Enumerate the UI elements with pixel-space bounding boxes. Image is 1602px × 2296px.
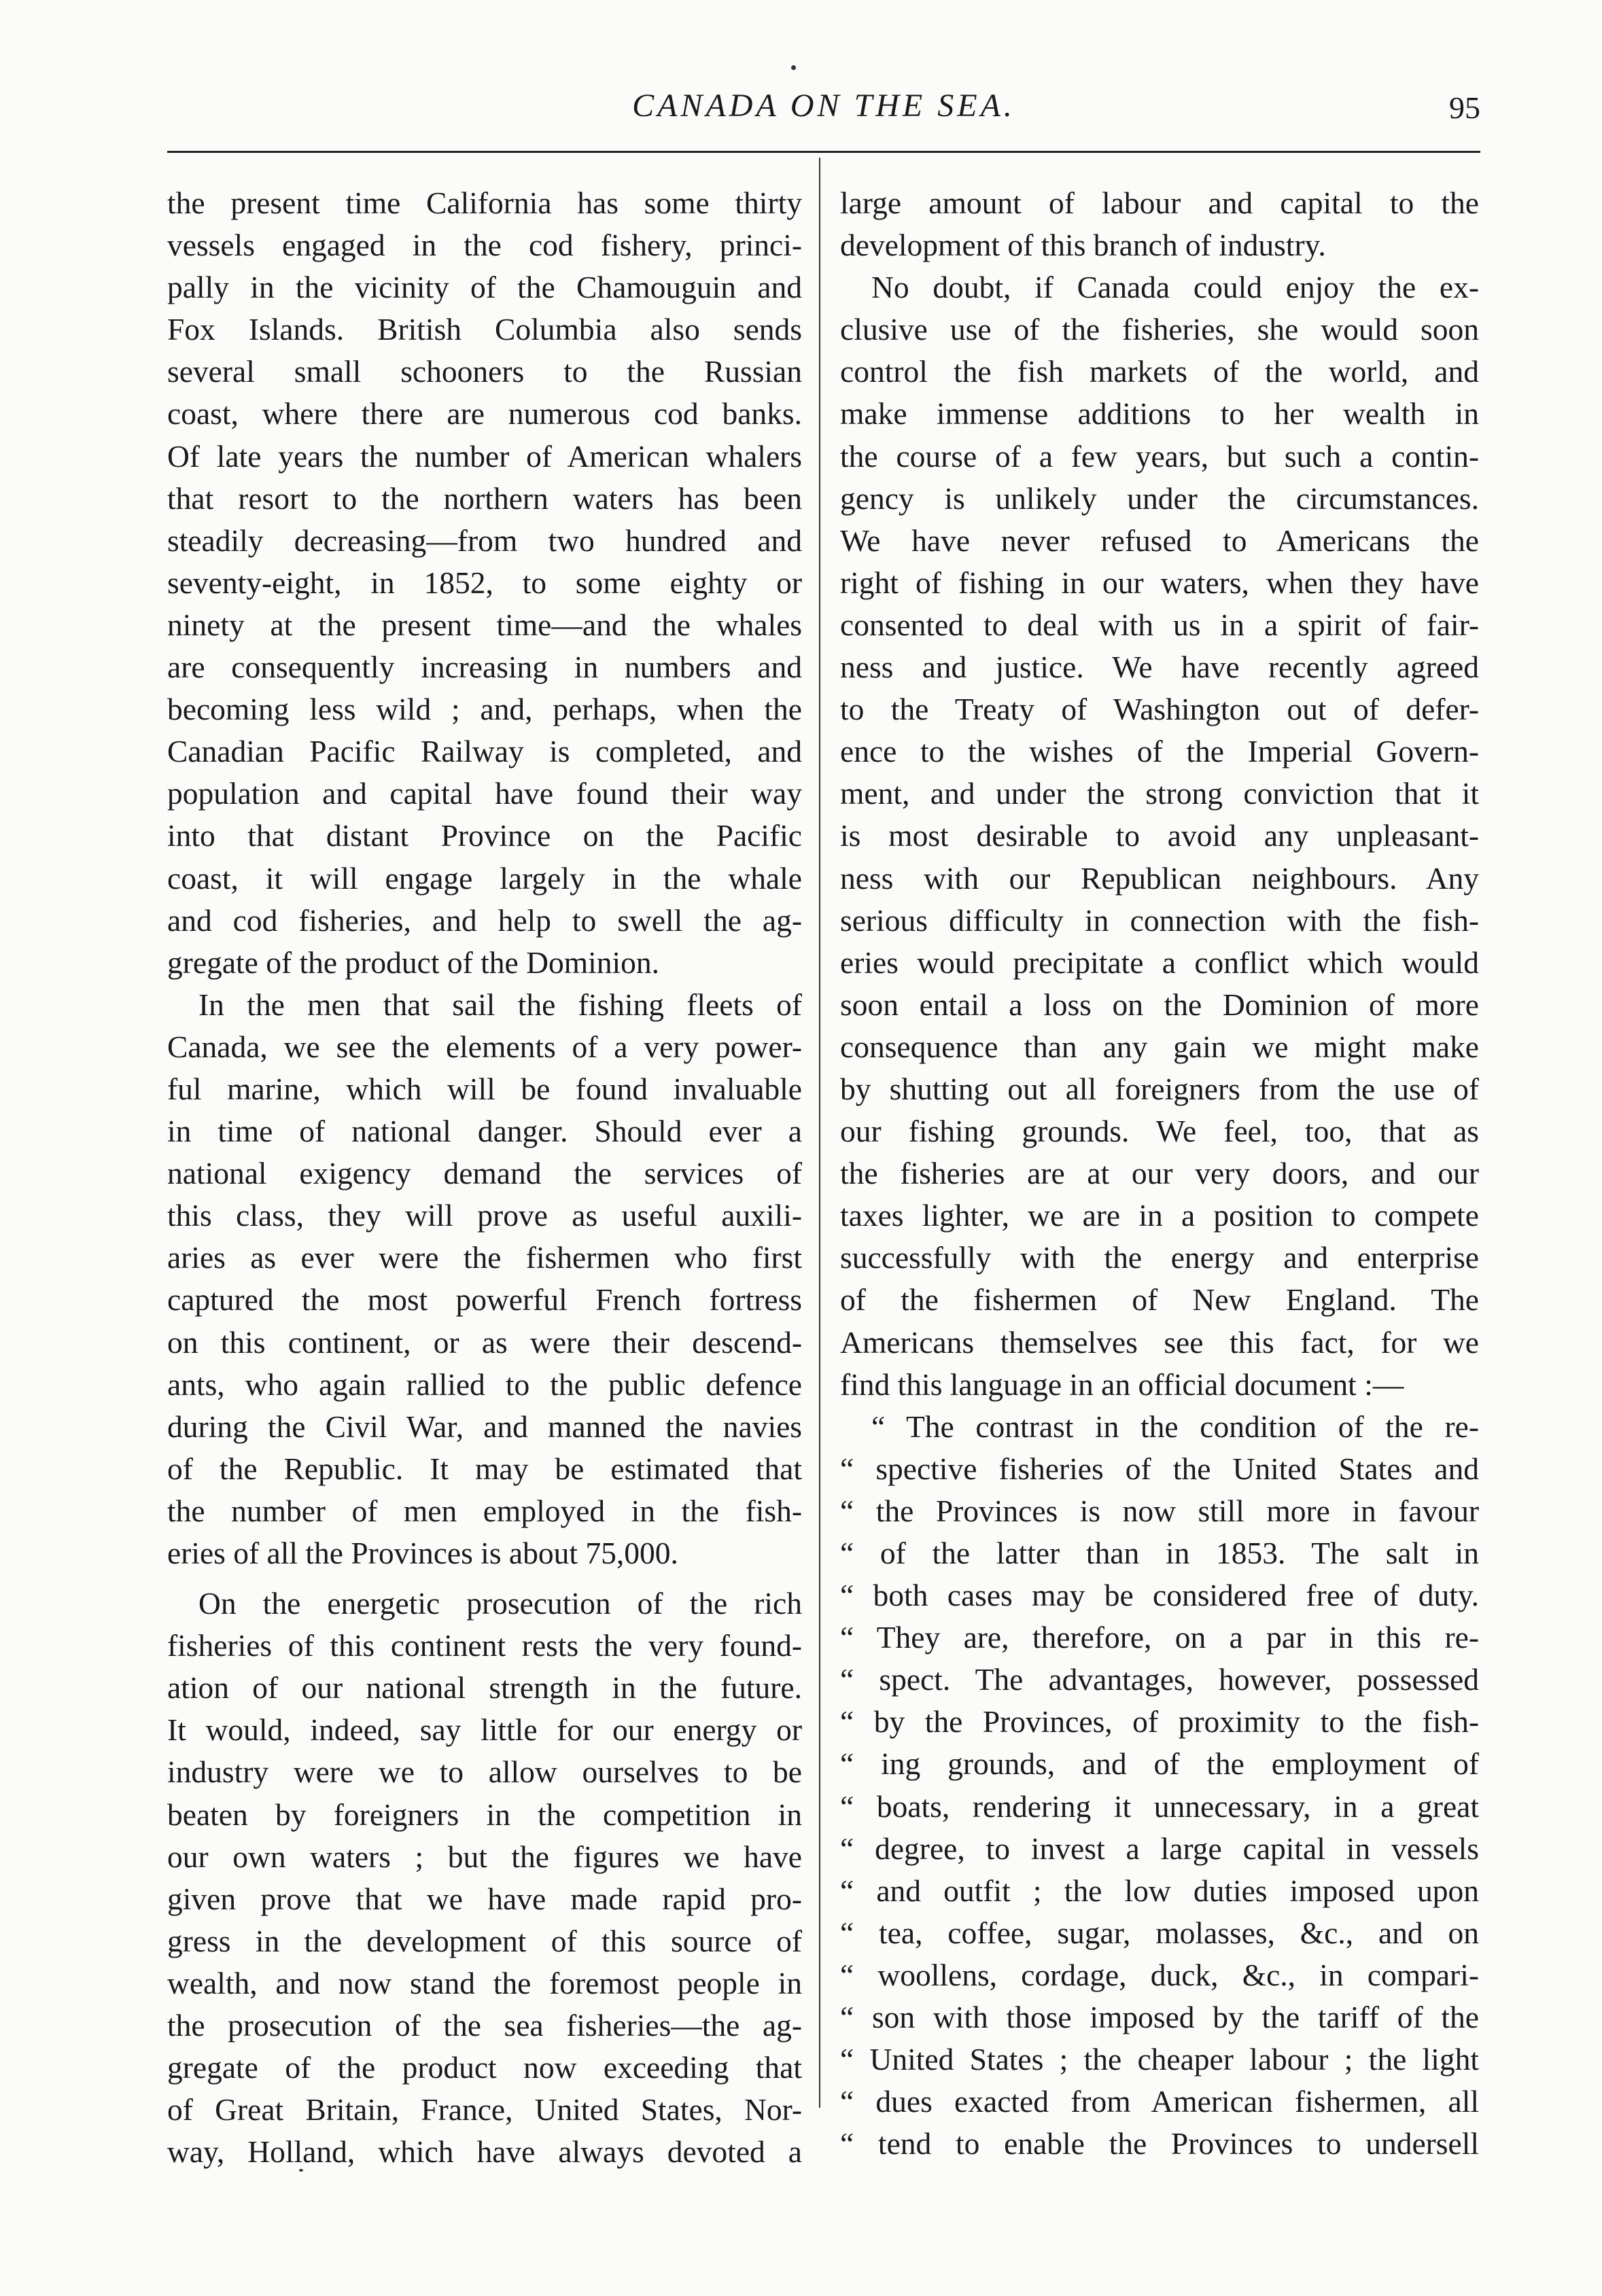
text-line: “ boats, rendering it unnecessary, in a great (840, 1788, 1479, 1824)
text-line: “ both cases may be considered free of duty. (840, 1578, 1479, 1613)
text-line: on this continent, or as were their descend- (167, 1324, 802, 1360)
right-column (840, 182, 1479, 2165)
text-line: Canadian Pacific Railway is completed, and (167, 734, 802, 769)
text-line: into that distant Province on the Pacific (167, 818, 802, 853)
text-line: gregate of the product of the Dominion. (167, 944, 660, 980)
text-line: “ and outfit ; the low duties imposed upon (840, 1873, 1479, 1908)
text-line: No doubt, if Canada could enjoy the ex- (871, 270, 1479, 305)
text-line: “ United States ; the cheaper labour ; the light (840, 2042, 1479, 2077)
text-line: consequence than any gain we might make (840, 1029, 1479, 1064)
text-line: “ They are, therefore, on a par in this re- (840, 1620, 1479, 1655)
text-line: “ degree, to invest a large capital in vessels (840, 1831, 1479, 1866)
text-line: “ ing grounds, and of the employment of (840, 1746, 1479, 1782)
text-line: of Great Britain, France, United States, Nor- (167, 2092, 802, 2127)
text-line: control the fish markets of the world, and (840, 354, 1479, 389)
text-line: Fox Islands. British Columbia also sends (167, 312, 802, 347)
column-rule (819, 158, 820, 2108)
text-line: ful marine, which will be found invaluable (167, 1071, 802, 1106)
text-line: ninety at the present time—and the whales (167, 607, 802, 642)
header-rule (167, 151, 1480, 153)
text-line: taxes lighter, we are in a position to compete (840, 1198, 1479, 1233)
text-line: eries of all the Provinces is about 75,000. (167, 1536, 678, 1570)
text-line: are consequently increasing in numbers and (167, 650, 802, 685)
text-line: “ the Provinces is now still more in favour (840, 1493, 1479, 1528)
text-line: serious difficulty in connection with the fish- (840, 902, 1479, 938)
text-line: “ spective fisheries of the United States and (840, 1451, 1479, 1486)
text-line: “ by the Provinces, of proximity to the fish- (840, 1704, 1479, 1739)
text-line: by shutting out all foreigners from the use of (840, 1071, 1479, 1106)
text-line: “ The contrast in the condition of the re- (871, 1409, 1479, 1444)
text-line: Canada, we see the elements of a very power- (167, 1029, 802, 1064)
ink-speck (299, 2169, 303, 2172)
text-line: ants, who again rallied to the public defence (167, 1366, 802, 1402)
text-line: gency is unlikely under the circumstances. (840, 480, 1479, 516)
page-header (167, 87, 1480, 141)
text-line: ence to the wishes of the Imperial Govern- (840, 734, 1479, 769)
text-line: the present time California has some thirty (167, 186, 802, 220)
text-line: In the men that sail the fishing fleets of (198, 987, 802, 1022)
text-line: “ tend to enable the Provinces to undersell (840, 2126, 1479, 2161)
text-line: is most desirable to avoid any unpleasant- (840, 818, 1479, 853)
text-line: given prove that we have made rapid pro- (167, 1881, 802, 1916)
text-line: It would, indeed, say little for our energy or (167, 1712, 802, 1748)
text-line: the course of a few years, but such a contin- (840, 438, 1479, 474)
text-line: ness with our Republican neighbours. Any (840, 860, 1479, 896)
text-line: eries would precipitate a conflict which would (840, 944, 1479, 980)
ink-speck (791, 65, 796, 70)
text-line: Of late years the number of American whalers (167, 438, 802, 474)
text-line: “ woollens, cordage, duck, &c., in compari- (840, 1957, 1479, 1992)
text-line: We have never refused to Americans the (840, 523, 1479, 558)
text-line: several small schooners to the Russian (167, 354, 802, 389)
text-line: ness and justice. We have recently agreed (840, 650, 1479, 685)
text-line: ment, and under the strong conviction that it (840, 776, 1479, 811)
page-number: 95 (1449, 90, 1480, 125)
text-line: wealth, and now stand the foremost people in (167, 1965, 802, 2000)
text-line: in time of national danger. Should ever a (167, 1114, 802, 1149)
text-line: way, Holland, which have always devoted a (167, 2134, 802, 2170)
left-column (167, 182, 802, 2173)
running-title: CANADA ON THE SEA. (632, 88, 1015, 124)
text-line: soon entail a loss on the Dominion of more (840, 987, 1479, 1022)
text-line: “ tea, coffee, sugar, molasses, &c., and on (840, 1915, 1479, 1950)
text-line: population and capital have found their way (167, 776, 802, 811)
text-line: “ spect. The advantages, however, possessed (840, 1662, 1479, 1697)
text-line: gress in the development of this source of (167, 1923, 802, 1958)
text-line: industry were we to allow ourselves to be (167, 1754, 802, 1790)
paragraph-gap (167, 1574, 802, 1583)
text-line: development of this branch of industry. (840, 228, 1326, 263)
text-line: this class, they will prove as useful auxili- (167, 1198, 802, 1233)
text-line: our fishing grounds. We feel, too, that as (840, 1114, 1479, 1149)
text-line: consented to deal with us in a spirit of fair- (840, 607, 1479, 642)
text-line: of the Republic. It may be estimated that (167, 1451, 802, 1486)
text-line: “ dues exacted from American fishermen, all (840, 2084, 1479, 2119)
text-line: fisheries of this continent rests the very found- (167, 1628, 802, 1663)
text-line: that resort to the northern waters has been (167, 480, 802, 516)
text-line: “ son with those imposed by the tariff of the (840, 2000, 1479, 2035)
text-line: make immense additions to her wealth in (840, 396, 1479, 431)
text-line: the number of men employed in the fish- (167, 1493, 802, 1528)
text-line: vessels engaged in the cod fishery, princi- (167, 228, 802, 263)
text-line: beaten by foreigners in the competition in (167, 1797, 802, 1832)
text-line: captured the most powerful French fortress (167, 1282, 802, 1318)
text-line: large amount of labour and capital to the (840, 186, 1479, 220)
text-line: steadily decreasing—from two hundred and (167, 523, 802, 558)
text-line: our own waters ; but the figures we have (167, 1839, 802, 1874)
text-line: coast, it will engage largely in the whale (167, 860, 802, 896)
text-line: of the fishermen of New England. The (840, 1282, 1479, 1318)
text-line: right of fishing in our waters, when they have (840, 565, 1479, 600)
text-line: pally in the vicinity of the Chamouguin and (167, 270, 802, 305)
text-line: gregate of the product now exceeding that (167, 2050, 802, 2085)
text-line: becoming less wild ; and, perhaps, when the (167, 692, 802, 727)
text-line: “ of the latter than in 1853. The salt in (840, 1536, 1479, 1570)
text-line: Americans themselves see this fact, for we (840, 1324, 1479, 1360)
text-line: successfully with the energy and enterprise (840, 1240, 1479, 1275)
text-line: seventy-eight, in 1852, to some eighty or (167, 565, 802, 600)
text-line: the prosecution of the sea fisheries—the ag- (167, 2008, 802, 2043)
text-line: clusive use of the fisheries, she would soon (840, 312, 1479, 347)
text-line: during the Civil War, and manned the navies (167, 1409, 802, 1444)
text-line: On the energetic prosecution of the rich (198, 1586, 802, 1621)
text-line: ation of our national strength in the future. (167, 1670, 802, 1706)
text-line: to the Treaty of Washington out of defer- (840, 692, 1479, 727)
text-line: coast, where there are numerous cod banks. (167, 396, 802, 431)
text-line: aries as ever were the fishermen who first (167, 1240, 802, 1275)
text-line: national exigency demand the services of (167, 1156, 802, 1191)
text-line: the fisheries are at our very doors, and our (840, 1156, 1479, 1191)
text-line: find this language in an official document :— (840, 1366, 1404, 1402)
text-line: and cod fisheries, and help to swell the ag- (167, 902, 802, 938)
